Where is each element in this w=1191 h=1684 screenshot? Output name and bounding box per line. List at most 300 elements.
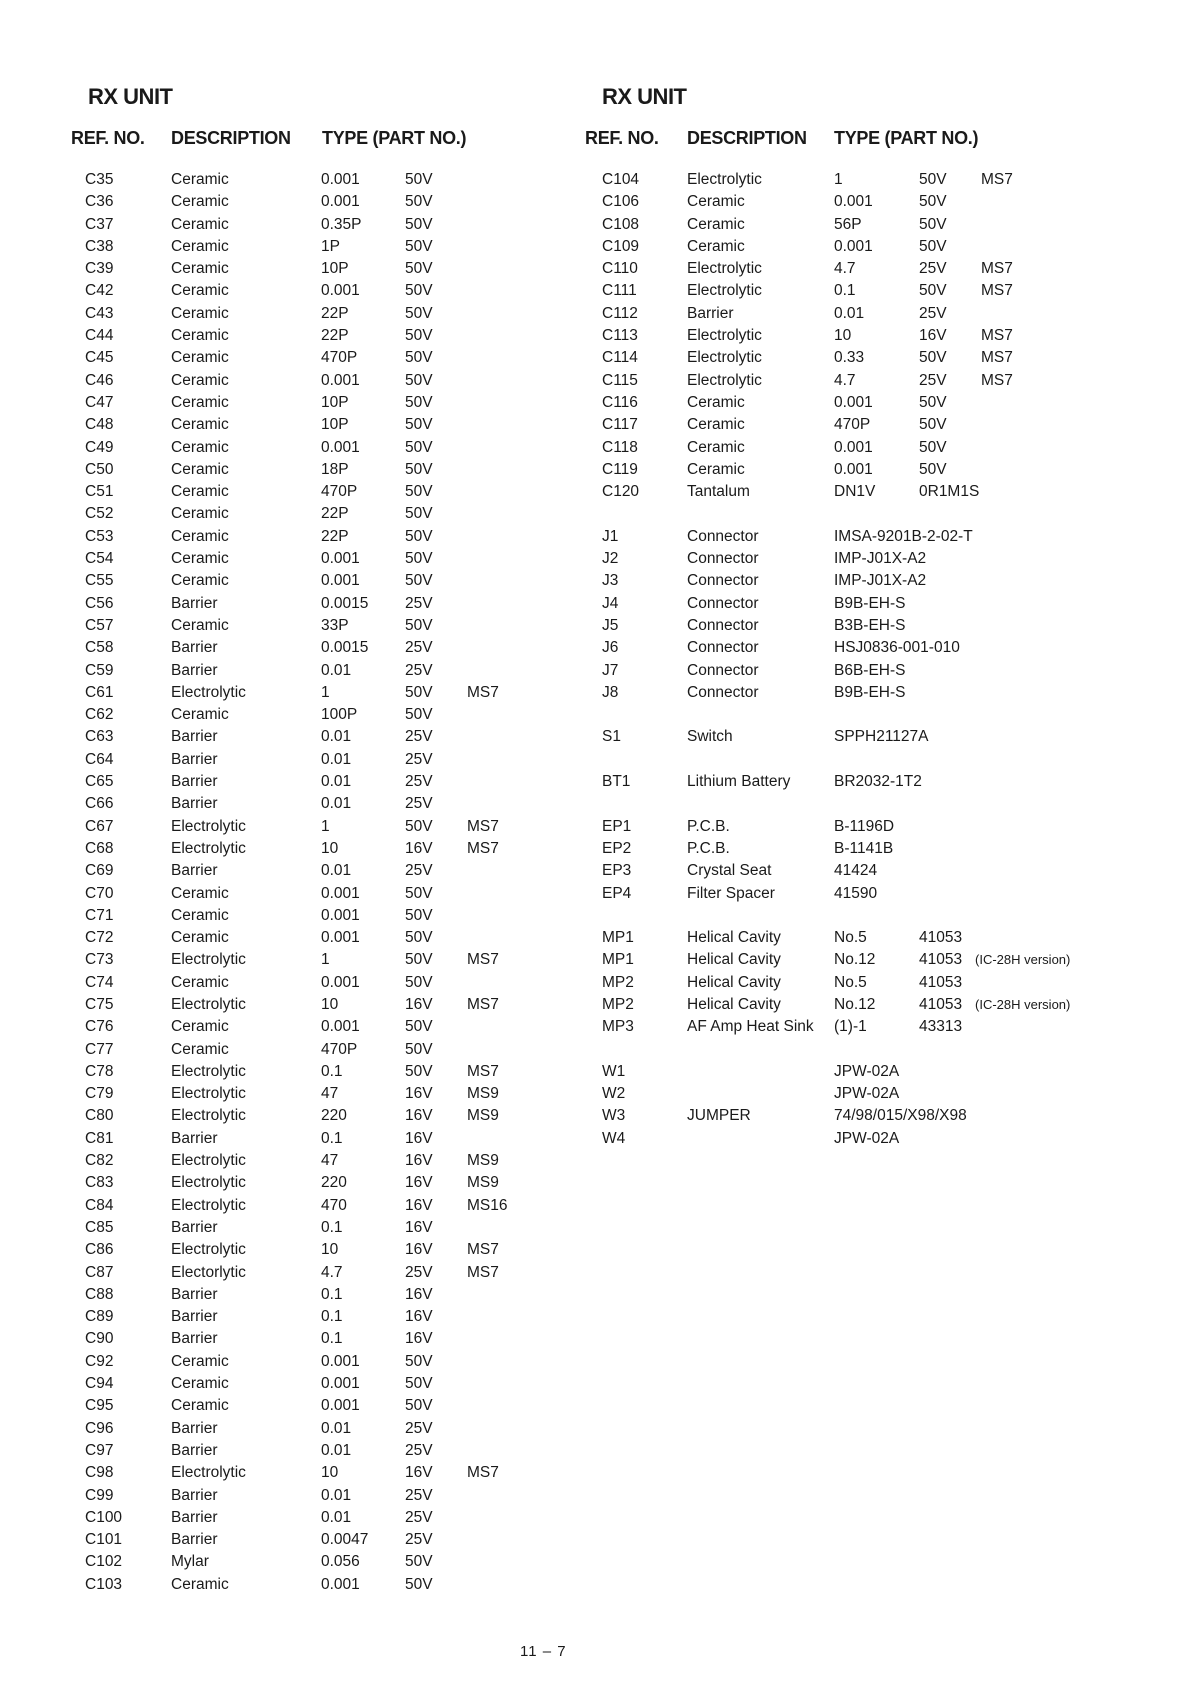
ref-no: C61: [85, 683, 114, 701]
parts-row: [70, 1328, 570, 1350]
parts-row: [70, 883, 570, 905]
ref-no: C113: [602, 327, 638, 345]
parts-row: [70, 370, 570, 392]
part-number: No.5: [834, 973, 867, 991]
description: Connector: [687, 616, 759, 634]
ref-no: C68: [85, 839, 114, 857]
value: 22P: [321, 327, 349, 345]
voltage: 50V: [919, 237, 947, 255]
description: Ceramic: [171, 1352, 229, 1370]
ref-no: C39: [85, 260, 114, 278]
value: 100P: [321, 706, 358, 724]
ref-no: J5: [602, 616, 619, 634]
description: Ceramic: [171, 483, 229, 501]
mount-note: MS7: [467, 951, 499, 969]
description: Ceramic: [171, 215, 229, 233]
value: 10P: [321, 416, 349, 434]
value: 470P: [321, 349, 358, 367]
right-unit-title: RX UNIT: [602, 84, 687, 109]
voltage: 16V: [405, 1241, 433, 1259]
ref-no: BT1: [602, 773, 631, 791]
parts-row: [585, 347, 1145, 369]
ref-no: W3: [602, 1107, 626, 1125]
voltage: 25V: [405, 795, 433, 813]
ref-no: C100: [85, 1508, 123, 1526]
ref-no: C70: [85, 884, 114, 902]
value: 0.001: [321, 906, 360, 924]
ref-no: C95: [85, 1397, 114, 1415]
parts-row: [585, 994, 1145, 1016]
mount-note: MS7: [467, 995, 499, 1013]
parts-row: [70, 214, 570, 236]
voltage: 50V: [405, 349, 433, 367]
parts-row: [70, 704, 570, 726]
description: Ceramic: [171, 973, 229, 991]
description: Ceramic: [171, 1040, 229, 1058]
description: Ceramic: [171, 237, 229, 255]
ref-no: C46: [85, 371, 114, 389]
parts-row: [70, 1195, 570, 1217]
parts-row: [585, 1061, 1145, 1083]
description: AF Amp Heat Sink: [687, 1018, 814, 1036]
ref-no: J1: [602, 527, 619, 545]
value: 0.01: [321, 1486, 352, 1504]
parts-row: [585, 637, 1145, 659]
voltage: 50V: [919, 349, 947, 367]
mount-note: MS9: [467, 1152, 499, 1170]
parts-row: [70, 771, 570, 793]
description: Ceramic: [171, 349, 229, 367]
ref-no: C92: [85, 1352, 114, 1370]
parts-row: [70, 1039, 570, 1061]
part-number: JPW-02A: [834, 1085, 900, 1103]
ref-no: C56: [85, 594, 114, 612]
mount-note: MS7: [981, 371, 1013, 389]
parts-row: [70, 793, 570, 815]
description: Ceramic: [171, 906, 229, 924]
parts-row: [70, 414, 570, 436]
parts-row: [585, 169, 1145, 191]
parts-row: [585, 682, 1145, 704]
value: 0.056: [321, 1553, 360, 1571]
parts-row: [585, 214, 1145, 236]
part-number: JPW-02A: [834, 1129, 900, 1147]
voltage: 25V: [405, 1419, 433, 1437]
description: Electrolytic: [171, 995, 246, 1013]
value: 0.01: [321, 1441, 352, 1459]
voltage: 50V: [405, 260, 433, 278]
parts-row: [70, 1284, 570, 1306]
ref-no: C110: [602, 260, 638, 278]
parts-row: [585, 593, 1145, 615]
parts-row: [70, 1462, 570, 1484]
ref-no: C80: [85, 1107, 114, 1125]
description: Barrier: [687, 304, 734, 322]
description: Connector: [687, 550, 759, 568]
value: 1: [321, 683, 330, 701]
voltage: 50V: [405, 393, 433, 411]
description: Barrier: [171, 594, 218, 612]
description: Ceramic: [171, 438, 229, 456]
ref-no: C99: [85, 1486, 114, 1504]
mount-note: MS7: [467, 817, 499, 835]
parts-row: [585, 570, 1145, 592]
description: Electrolytic: [171, 1241, 246, 1259]
ref-no: C59: [85, 661, 114, 679]
description: Ceramic: [687, 237, 745, 255]
parts-row: [70, 749, 570, 771]
voltage: 16V: [405, 1174, 433, 1192]
parts-row: [70, 258, 570, 280]
ref-no: C37: [85, 215, 114, 233]
description: Ceramic: [171, 505, 229, 523]
description: JUMPER: [687, 1107, 751, 1125]
voltage: 25V: [919, 304, 947, 322]
ref-no: C96: [85, 1419, 114, 1437]
parts-row: [70, 1262, 570, 1284]
ref-no: C45: [85, 349, 114, 367]
value: 470P: [321, 1040, 358, 1058]
voltage: 50V: [405, 706, 433, 724]
ref-no: C36: [85, 193, 114, 211]
ref-no: J2: [602, 550, 619, 568]
description: Electrolytic: [171, 951, 246, 969]
parts-row: [70, 191, 570, 213]
description: Helical Cavity: [687, 995, 781, 1013]
ref-no: J7: [602, 661, 619, 679]
mount-note: MS7: [467, 1062, 499, 1080]
description: Electrolytic: [687, 260, 762, 278]
voltage: 0R1M1S: [919, 483, 980, 501]
value: 0.1: [321, 1330, 343, 1348]
voltage: 50V: [405, 460, 433, 478]
description: Ceramic: [171, 550, 229, 568]
ref-no: J3: [602, 572, 619, 590]
description: Electrolytic: [171, 1062, 246, 1080]
ref-no: C48: [85, 416, 114, 434]
parts-row: [70, 637, 570, 659]
parts-row: [585, 1016, 1145, 1038]
voltage: 50V: [405, 282, 433, 300]
ref-no: C115: [602, 371, 638, 389]
voltage: 50V: [405, 1553, 433, 1571]
ref-no: C49: [85, 438, 114, 456]
description: Barrier: [171, 1508, 218, 1526]
parts-row: [70, 927, 570, 949]
value: 0.001: [321, 1018, 360, 1036]
ref-no: EP4: [602, 884, 632, 902]
ref-no: C65: [85, 773, 114, 791]
mount-note: MS9: [467, 1085, 499, 1103]
value: 0.0015: [321, 639, 369, 657]
parts-row: [585, 325, 1145, 347]
voltage: 16V: [405, 1152, 433, 1170]
parts-row: [70, 1306, 570, 1328]
value: 10: [321, 995, 339, 1013]
parts-row: [70, 1440, 570, 1462]
mount-note: MS16: [467, 1196, 508, 1214]
ref-no: C76: [85, 1018, 114, 1036]
parts-row: [585, 704, 1145, 726]
parts-row: [585, 816, 1145, 838]
value: 22P: [321, 527, 349, 545]
ref-no: C67: [85, 817, 114, 835]
voltage: 50V: [405, 550, 433, 568]
voltage: 16V: [405, 1330, 433, 1348]
parts-row: [70, 1016, 570, 1038]
value: 0.1: [834, 282, 856, 300]
description: Connector: [687, 661, 759, 679]
value: 0.001: [321, 1575, 360, 1593]
description: Lithium Battery: [687, 773, 791, 791]
value: 47: [321, 1085, 339, 1103]
parts-row: [70, 1395, 570, 1417]
part-number: SPPH21127A: [834, 728, 929, 746]
ref-no: C77: [85, 1040, 114, 1058]
description: Ceramic: [687, 460, 745, 478]
voltage: 50V: [405, 171, 433, 188]
description: Mylar: [171, 1553, 209, 1571]
voltage: 16V: [405, 1196, 433, 1214]
voltage: 50V: [919, 215, 947, 233]
parts-row: [70, 682, 570, 704]
part-number: No.12: [834, 995, 876, 1013]
description: Ceramic: [171, 193, 229, 211]
parts-row: [585, 972, 1145, 994]
ref-no: C58: [85, 639, 114, 657]
ref-no: EP1: [602, 817, 632, 835]
description: Ceramic: [687, 193, 745, 211]
ref-no: C63: [85, 728, 114, 746]
value: 0.01: [321, 1419, 352, 1437]
description: Electrolytic: [687, 327, 762, 345]
description: Barrier: [171, 795, 218, 813]
value: 0.001: [321, 1352, 360, 1370]
part-number: JPW-02A: [834, 1062, 900, 1080]
ref-no: C75: [85, 995, 114, 1013]
left-header-description: DESCRIPTION: [171, 128, 291, 148]
ref-no: C86: [85, 1241, 114, 1259]
description: Ceramic: [171, 929, 229, 947]
part-number: B9B-EH-S: [834, 594, 906, 612]
voltage: 25V: [405, 750, 433, 768]
description: Ceramic: [171, 304, 229, 322]
voltage: 50V: [405, 973, 433, 991]
parts-row: [70, 1485, 570, 1507]
value: 0.001: [321, 171, 360, 188]
parts-row: [585, 1083, 1145, 1105]
description: Ceramic: [171, 884, 229, 902]
part-number: No.5: [834, 929, 867, 947]
value: 0.001: [321, 929, 360, 947]
value: 18P: [321, 460, 349, 478]
parts-row: [585, 949, 1145, 971]
value: 10: [321, 1241, 339, 1259]
parts-row: [70, 1418, 570, 1440]
description: Electrolytic: [687, 349, 762, 367]
parts-row: [70, 526, 570, 548]
part-number: 74/98/015/X98/X98: [834, 1107, 967, 1125]
ref-no: W1: [602, 1062, 626, 1080]
left-header-ref: REF. NO.: [71, 128, 145, 148]
parts-row: [70, 325, 570, 347]
ref-no: S1: [602, 728, 621, 746]
parts-row: [70, 1128, 570, 1150]
parts-row: [70, 1061, 570, 1083]
description: Ceramic: [171, 527, 229, 545]
version-remark: (IC-28H version): [975, 952, 1071, 968]
value: 0.01: [321, 661, 352, 679]
description: Ceramic: [171, 706, 229, 724]
description: Barrier: [171, 639, 218, 657]
mount-note: MS7: [981, 260, 1013, 278]
parts-row: [70, 1507, 570, 1529]
ref-no: W4: [602, 1129, 626, 1147]
description: Electrolytic: [171, 1107, 246, 1125]
voltage: 50V: [405, 1040, 433, 1058]
parts-row: [70, 1083, 570, 1105]
parts-row: [70, 548, 570, 570]
description: Connector: [687, 572, 759, 590]
ref-no: C102: [85, 1553, 123, 1571]
ref-no: C71: [85, 906, 114, 924]
ref-no: J4: [602, 594, 619, 612]
ref-no: C119: [602, 460, 638, 478]
ref-no: W2: [602, 1085, 626, 1103]
description: Electrolytic: [171, 839, 246, 857]
part-number: 41424: [834, 862, 878, 880]
part-number: IMP-J01X-A2: [834, 572, 927, 590]
ref-no: C82: [85, 1152, 114, 1170]
parts-row: [70, 1150, 570, 1172]
description: Connector: [687, 639, 759, 657]
voltage: 50V: [405, 884, 433, 902]
voltage: 50V: [405, 483, 433, 501]
voltage: 50V: [405, 416, 433, 434]
ref-no: C108: [602, 215, 640, 233]
part-number: B-1141B: [834, 839, 894, 857]
ref-no: MP2: [602, 995, 634, 1013]
value: 0.01: [321, 1508, 352, 1526]
voltage: 50V: [919, 416, 947, 434]
ref-no: C103: [85, 1575, 123, 1593]
ref-no: C73: [85, 951, 114, 969]
ref-no: C112: [602, 304, 638, 322]
voltage: 25V: [405, 728, 433, 746]
value: 1: [834, 171, 843, 188]
description: Ceramic: [687, 393, 745, 411]
ref-no: EP2: [602, 839, 632, 857]
ref-no: C47: [85, 393, 114, 411]
value: 470: [321, 1196, 347, 1214]
mount-note: MS7: [981, 327, 1013, 345]
value: 10: [834, 327, 852, 345]
description: Barrier: [171, 862, 218, 880]
parts-row: [585, 370, 1145, 392]
voltage: 50V: [405, 1062, 433, 1080]
part-number: B9B-EH-S: [834, 683, 906, 701]
part-number: (1)-1: [834, 1018, 867, 1036]
value: 0.0015: [321, 594, 369, 612]
part-number: IMSA-9201B-2-02-T: [834, 527, 973, 545]
ref-no: C98: [85, 1464, 114, 1482]
value: 0.001: [834, 438, 873, 456]
value: 1: [321, 951, 330, 969]
voltage: 50V: [405, 371, 433, 389]
value: 0.001: [834, 393, 873, 411]
part-number: BR2032-1T2: [834, 773, 922, 791]
voltage: 50V: [405, 304, 433, 322]
parts-row: [585, 771, 1145, 793]
parts-row: [585, 392, 1145, 414]
value: 0.1: [321, 1062, 343, 1080]
ref-no: C35: [85, 171, 114, 188]
parts-row: [585, 1128, 1145, 1150]
ref-no: C64: [85, 750, 114, 768]
value: 47: [321, 1152, 339, 1170]
parts-row: [70, 1351, 570, 1373]
parts-row: [70, 503, 570, 525]
parts-row: [585, 883, 1145, 905]
description: P.C.B.: [687, 817, 730, 835]
parts-row: [585, 1105, 1145, 1127]
ref-no: C83: [85, 1174, 114, 1192]
description: Electrolytic: [171, 1174, 246, 1192]
parts-row: [70, 236, 570, 258]
voltage: 50V: [919, 193, 947, 211]
voltage: 25V: [405, 862, 433, 880]
value: 0.001: [321, 1375, 360, 1393]
description: Ceramic: [171, 1018, 229, 1036]
part-number-2: 41053: [919, 995, 963, 1013]
voltage: 50V: [405, 215, 433, 233]
voltage: 50V: [405, 1575, 433, 1593]
value: 470P: [834, 416, 871, 434]
voltage: 50V: [405, 683, 433, 701]
value: 0.001: [834, 460, 873, 478]
parts-row: [70, 1551, 570, 1573]
description: Barrier: [171, 750, 218, 768]
value: 10P: [321, 260, 349, 278]
voltage: 50V: [405, 572, 433, 590]
voltage: 50V: [405, 505, 433, 523]
value: 4.7: [321, 1263, 343, 1281]
voltage: 16V: [919, 327, 947, 345]
value: 0.1: [321, 1129, 343, 1147]
description: Electrolytic: [171, 1464, 246, 1482]
ref-no: J8: [602, 683, 619, 701]
description: Electrolytic: [171, 817, 246, 835]
value: 0.01: [321, 862, 352, 880]
parts-row: [70, 437, 570, 459]
value: 0.001: [321, 973, 360, 991]
description: Tantalum: [687, 483, 750, 501]
parts-row: [70, 570, 570, 592]
parts-row: [585, 726, 1145, 748]
parts-row: [585, 749, 1145, 771]
value: 0.0047: [321, 1531, 369, 1549]
description: Ceramic: [171, 260, 229, 278]
description: Ceramic: [171, 282, 229, 300]
parts-row: [585, 303, 1145, 325]
description: Helical Cavity: [687, 929, 781, 947]
description: Electrolytic: [171, 1196, 246, 1214]
ref-no: C72: [85, 929, 114, 947]
mount-note: MS7: [981, 282, 1013, 300]
description: Electrolytic: [171, 1152, 246, 1170]
ref-no: C51: [85, 483, 114, 501]
voltage: 50V: [405, 1375, 433, 1393]
